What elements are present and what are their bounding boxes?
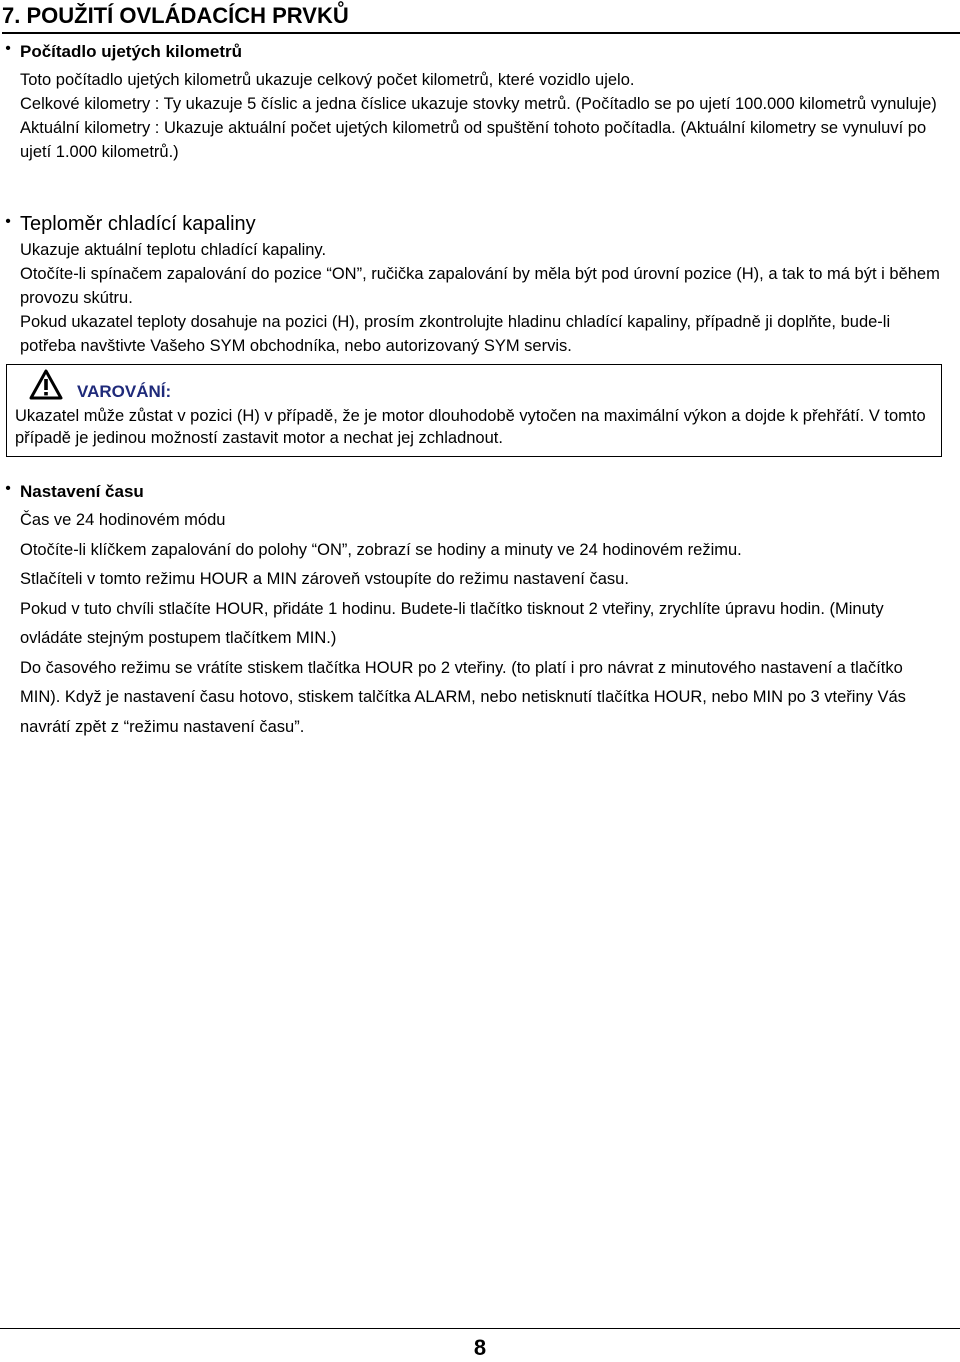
section-heading: Teploměr chladící kapaliny bbox=[20, 213, 256, 235]
paragraph: Aktuální kilometry : Ukazuje aktuální počet ujetých kilometrů od spuštění tohoto počítadla. (Aktuální kilometry se vynuluví po ujetí 1.000 kilometrů.) bbox=[20, 119, 927, 161]
section-heading: Počítadlo ujetých kilometrů bbox=[20, 42, 242, 61]
section-heading-row bbox=[0, 40, 960, 64]
paragraph: Toto počítadlo ujetých kilometrů ukazuje celkový počet kilometrů, které vozidlo ujelo. bbox=[20, 71, 635, 89]
bullet-icon: • bbox=[5, 40, 11, 57]
paragraph: Ukazuje aktuální teplotu chladící kapaliny. bbox=[20, 241, 327, 259]
bullet-icon: • bbox=[5, 213, 11, 230]
paragraph: Otočíte-li klíčkem zapalování do polohy “ON”, zobrazí se hodiny a minuty ve 24 hodinovém režimu. bbox=[20, 540, 742, 559]
bullet-icon: • bbox=[5, 480, 11, 497]
section-coolant-thermometer bbox=[0, 210, 960, 358]
section-heading: Nastavení času bbox=[20, 482, 144, 501]
paragraph: Celkové kilometry : Ty ukazuje 5 číslic a jedna číslice ukazuje stovky metrů. (Počítadlo se po ujetí 100.000 kilometrů vynuluje) bbox=[20, 95, 937, 113]
section-heading-row bbox=[0, 210, 960, 238]
section-heading-row bbox=[0, 480, 960, 504]
footer-rule bbox=[0, 1328, 960, 1329]
warning-text: Ukazatel může zůstat v pozici (H) v případě, že je motor dlouhodobě vytočen na maximální výkon a dojde k přehřátí. V tomto případě je jedinou možností zastavit motor a nechat jej zchladnout. bbox=[15, 407, 926, 447]
paragraph: Do časového režimu se vrátíte stiskem tlačítka HOUR po 2 vteřiny. (to platí i pro návrat z minutového nastavení a tlačítko MIN). Když je nastavení času hotovo, stiskem talčítka ALARM, nebo netisknutí tlačítka HOUR, nebo MIN po 3 vteřiny Vás navrátí zpět z “režimu nastavení času”. bbox=[20, 658, 906, 736]
paragraph: Čas ve 24 hodinovém módu bbox=[20, 511, 226, 529]
paragraph: Pokud ukazatel teploty dosahuje na pozici (H), prosím zkontrolujte hladinu chladící kapaliny, případně ji doplňte, bude-li potřeba navštivte Vašeho SYM obchodníka, nebo autorizovaný SYM servis. bbox=[20, 313, 891, 355]
warning-label: VAROVÁNÍ: bbox=[77, 382, 172, 401]
paragraph: Stlačíteli v tomto režimu HOUR a MIN zároveň vstoupíte do režimu nastavení času. bbox=[20, 570, 629, 588]
paragraph: Otočíte-li spínačem zapalování do pozice “ON”, ručička zapalování by měla být pod úrovní pozice (H), a tak to má být i během provozu skútru. bbox=[20, 265, 940, 307]
paragraph: Pokud v tuto chvíli stlačíte HOUR, přidáte 1 hodinu. Budete-li tlačítko tisknout 2 vteřiny, zrychlíte úpravu hodin. (Minuty ovládáte stejným postupem tlačítkem MIN.) bbox=[20, 599, 884, 647]
chapter-title: 7. POUŽITÍ OVLÁDACÍCH PRVKŮ bbox=[2, 2, 960, 34]
warning-box bbox=[6, 364, 942, 457]
section-time-setting bbox=[0, 480, 960, 742]
page-number: 8 bbox=[473, 1335, 487, 1360]
section-odometer bbox=[0, 40, 960, 164]
warning-triangle-icon bbox=[29, 369, 63, 401]
